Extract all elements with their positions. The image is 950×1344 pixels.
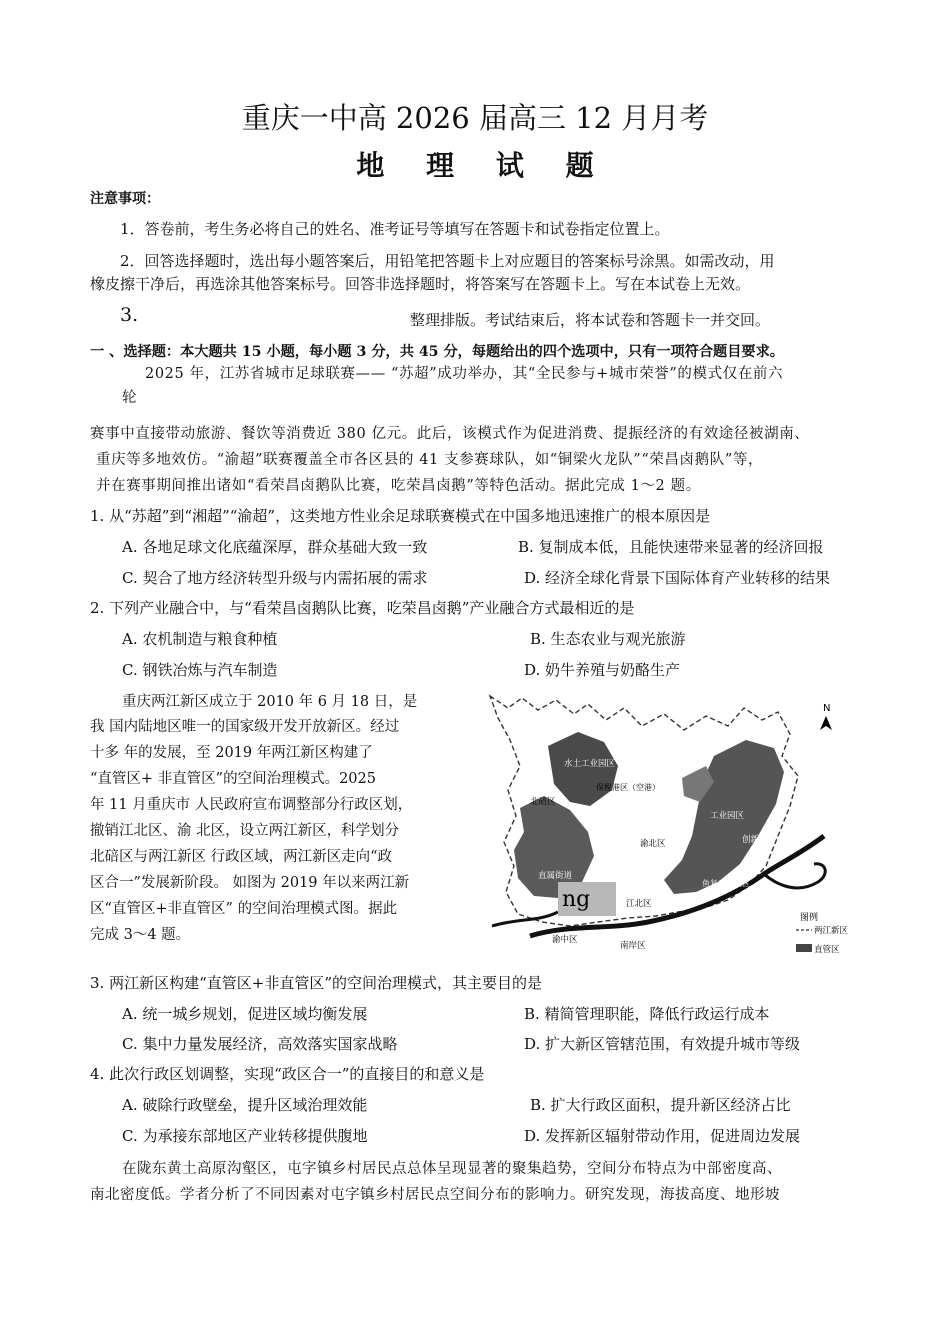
question-4-option-d: D. 发挥新区辐射带动作用，促进周边发展 [524,1127,801,1145]
question-3-option-c: C. 集中力量发展经济，高效落实国家战略 [122,1035,398,1053]
question-1-option-d: D. 经济全球化背景下国际体育产业转移的结果 [524,569,831,587]
map-label-yubei: 渝北区 [640,839,666,849]
question-3-option-d: D. 扩大新区管辖范围，有效提升城市等级 [524,1035,801,1053]
legend-direct-label: 直管区 [814,945,840,955]
passage-2-line-8: 区合一”发展新阶段。 如图为 2019 年以来两江新 [90,875,410,891]
question-2-option-b: B. 生态农业与观光旅游 [530,630,686,648]
passage-1-line-1: 2025 年，江苏省城市足球联赛—— “苏超”成功举办，其“全民参与+城市荣誉”的模式仅在前六 [145,366,784,382]
section-1-heading: 一 、选择题：本大题共 15 小题，每小题 3 分，共 45 分，每题给出的四个选项中，只有一项符合题目要求。 [90,344,784,360]
liangjiang-map [478,686,849,956]
question-4-option-a: A. 破除行政壁垒，提升区域治理效能 [122,1096,368,1114]
map-label-jiangbei: 江北区 [626,899,652,909]
notice-item-2-line-2: 橡皮擦干净后，再选涂其他答案标号。回答非选择题时，将答案写在答题卡上。写在本试卷上无效。 [90,275,751,293]
passage-3-line-2: 南北密度低。学者分析了不同因素对屯字镇乡村居民点空间分布的影响力。研究发现，海拔高度、地形坡 [90,1187,780,1203]
question-4-stem: 4. 此次行政区划调整，实现“政区合一”的直接目的和意义是 [90,1065,485,1083]
passage-2-line-7: 北碚区与两江新区 行政区域，两江新区走向“政 [90,849,393,865]
question-2-stem: 2. 下列产业融合中，与“看荣昌卤鹅队比赛，吃荣昌卤鹅”产业融合方式最相近的是 [90,599,635,617]
legend-boundary-label: 两江新区 [814,926,849,936]
passage-2-line-6: 撤销江北区、渝 北区，设立两江新区，科学划分 [90,823,400,839]
question-3-stem: 3. 两江新区构建“直管区+非直管区”的空间治理模式，其主要目的是 [90,974,542,992]
question-1-option-c: C. 契合了地方经济转型升级与内需拓展的需求 [122,569,428,587]
map-label-beibei: 北碚区 [530,797,556,807]
notice-heading: 注意事项： [90,191,160,207]
legend-direct-swatch [796,944,812,952]
passage-2-line-2: 我 国内陆地区唯一的国家级开发开放新区。经过 [90,719,400,735]
page-title: 重庆一中高 2026 届高三 12 月月考 [241,101,709,135]
notice-item-1: 1．答卷前，考生务必将自己的姓名、准考证号等填写在答题卡和试卷指定位置上。 [120,220,670,238]
map-label-chuangxin: 创新区 [742,835,768,845]
passage-2-line-4: “直管区+ 非直管区”的空间治理模式。2025 [90,771,376,787]
question-2-option-a: A. 农机制造与粮食种植 [122,630,278,648]
passage-1-line-3: 赛事中直接带动旅游、餐饮等消费近 380 亿元。此后，该模式作为促进消费、提振经济的有效途径被湖南、 [90,426,810,442]
map-label-baoshui: 保税港区（空港） [596,783,660,792]
map-label-gongye: 工业园区 [710,811,745,821]
map-overlay-text: ng [562,887,591,912]
passage-3-line-1: 在陇东黄土高原沟壑区，屯字镇乡村居民点总体呈现显著的聚集趋势，空间分布特点为中部密度高、 [122,1161,782,1177]
question-3-option-a: A. 统一城乡规划，促进区域均衡发展 [122,1005,368,1023]
question-4-option-b: B. 扩大行政区面积，提升新区经济占比 [530,1096,791,1114]
question-3-option-b: B. 精简管理职能，降低行政运行成本 [524,1005,770,1023]
north-label: N [823,703,831,714]
map-label-yufu: 鱼复工业园区 [702,879,750,888]
passage-1-line-5: 并在赛事期间推出诸如“看荣昌卤鹅队比赛，吃荣昌卤鹅”等特色活动。据此完成 1～2 题。 [96,478,701,494]
question-2-option-d: D. 奶牛养殖与奶酪生产 [524,661,681,679]
map-label-nanan: 南岸区 [620,941,646,951]
question-1-option-b: B. 复制成本低，且能快速带来显著的经济回报 [518,538,824,556]
notice-item-2-line-1: 2．回答选择题时，选出每小题答案后，用铅笔把答题卡上对应题目的答案标号涂黑。如需改动，用 [120,252,775,270]
notice-item-3-text: 整理排版。考试结束后，将本试卷和答题卡一并交回。 [410,311,771,329]
map-label-yuzhong: 渝中区 [552,935,578,945]
page-subtitle: 地 理 试 题 [356,149,610,182]
passage-2-line-5: 年 11 月重庆市 人民政府宣布调整部分行政区划， [90,797,413,813]
passage-2-line-10: 完成 3～4 题。 [90,927,191,943]
passage-2-line-1: 重庆两江新区成立于 2010 年 6 月 18 日，是 [122,694,418,710]
passage-1-line-4: 重庆等多地效仿。“渝超”联赛覆盖全市各区县的 41 支参赛球队，如“铜梁火龙队”“荣昌卤鹅队”等， [96,452,764,468]
passage-2-line-9: 区“直管区+非直管区” 的空间治理模式图。据此 [90,901,398,917]
question-1-option-a: A. 各地足球文化底蕴深厚，群众基础大致一致 [122,538,428,556]
question-2-option-c: C. 钢铁冶炼与汽车制造 [122,661,278,679]
passage-1-line-2: 轮 [122,390,137,406]
question-1-stem: 1. 从“苏超”到“湘超”“渝超”，这类地方性业余足球联赛模式在中国多地迅速推广的根本原因是 [90,507,711,525]
map-label-zhishu: 直属街道 [538,871,573,881]
map-label-shuitu: 水土工业园区 [564,759,616,769]
question-4-option-c: C. 为承接东部地区产业转移提供腹地 [122,1127,368,1145]
notice-item-3-number: 3. [120,304,139,326]
legend-title: 图例 [800,913,819,923]
passage-2-line-3: 十多 年的发展，至 2019 年两江新区构建了 [90,745,373,761]
